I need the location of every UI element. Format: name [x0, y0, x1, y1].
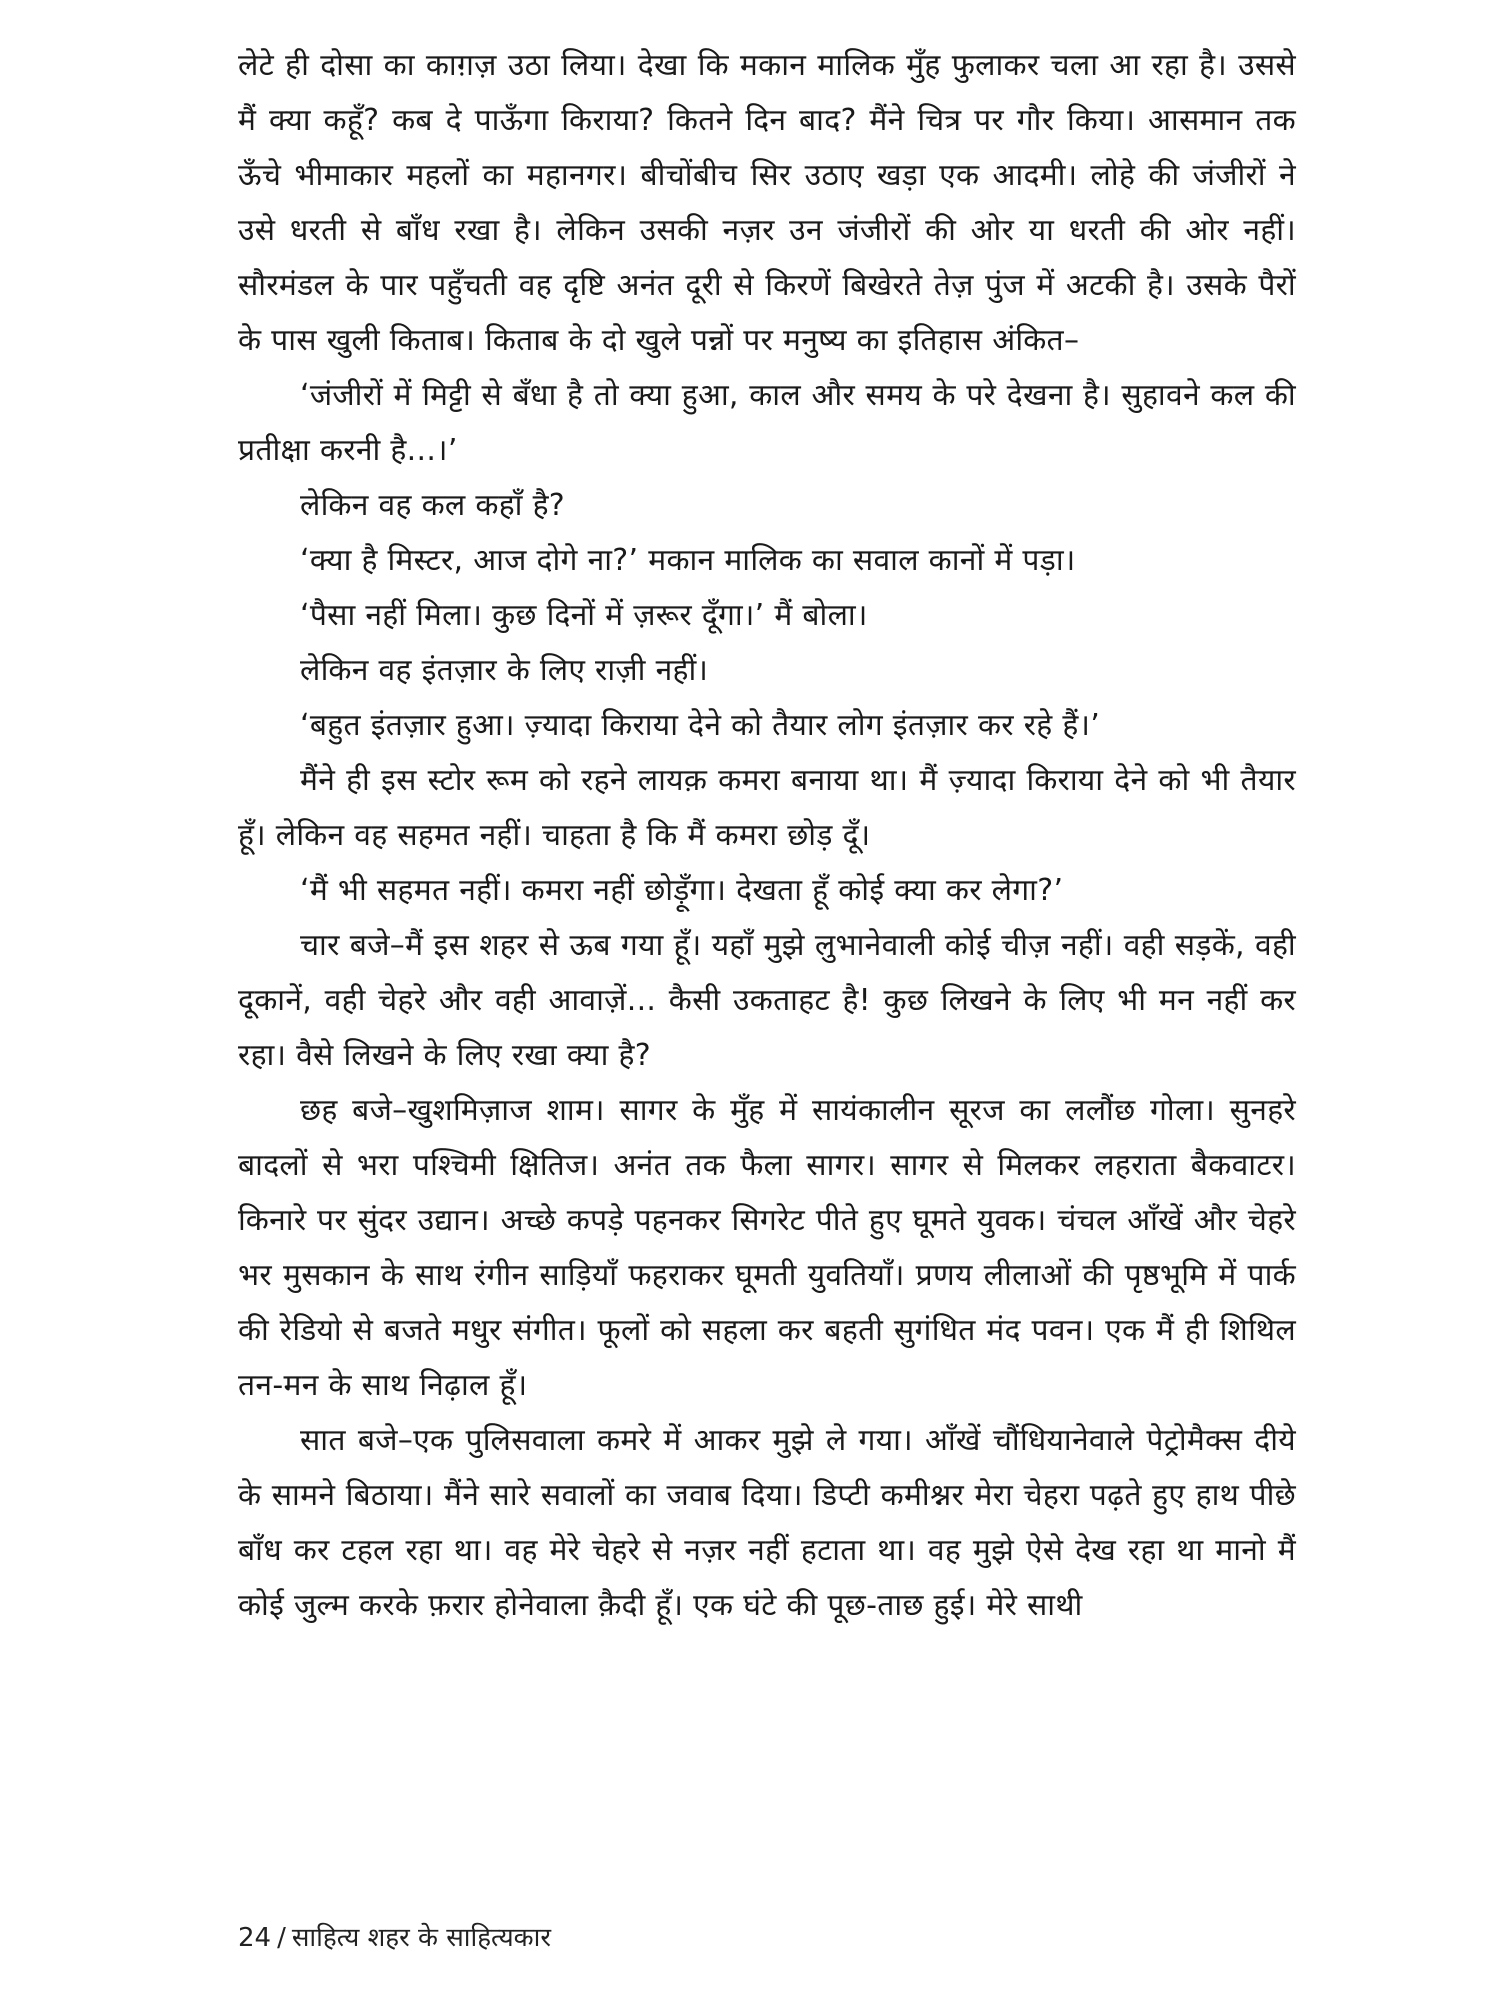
paragraph: ‘बहुत इंतज़ार हुआ। ज़्यादा किराया देने को तैयार लोग इंतज़ार कर रहे हैं।’	[300, 708, 1101, 743]
paragraph: सात बजे–एक पुलिसवाला कमरे में आकर मुझे ले गया। आँखें चौंधियानेवाले पेट्रोमैक्स दीये के सामने बिठाया। मैंने सारे सवालों का जवाब दिया। डिप्टी कमीश्नर मेरा चेहरा पढ़ते हुए हाथ पीछे बाँध कर टहल रहा था। वह मेरे चेहरे से नज़र नहीं हटाता था। वह मुझे ऐसे देख रहा था मानो मैं कोई जुल्म करके फ़रार होनेवाला क़ैदी हूँ। एक घंटे की पूछ-ताछ हुई। मेरे साथी	[238, 1423, 1296, 1623]
paragraph: ‘पैसा नहीं मिला। कुछ दिनों में ज़रूर दूँगा।’ मैं बोला।	[300, 598, 868, 633]
paragraph: चार बजे–मैं इस शहर से ऊब गया हूँ। यहाँ मुझे लुभानेवाली कोई चीज़ नहीं। वही सड़कें, वही दूकानें, वही चेहरे और वही आवाज़ें... कैसी उकताहट है! कुछ लिखने के लिए भी मन नहीं कर रहा। वैसे लिखने के लिए रखा क्या है?	[238, 928, 1296, 1073]
paragraph: मैंने ही इस स्टोर रूम को रहने लायक़ कमरा बनाया था। मैं ज़्यादा किराया देने को भी तैयार हूँ। लेकिन वह सहमत नहीं। चाहता है कि मैं कमरा छोड़ दूँ।	[238, 763, 1296, 853]
page-footer	[238, 1918, 551, 1958]
paragraph: छह बजे–खुशमिज़ाज शाम। सागर के मुँह में सायंकालीन सूरज का ललौंछ गोला। सुनहरे बादलों से भरा पश्चिमी क्षितिज। अनंत तक फैला सागर। सागर से मिलकर लहराता बैकवाटर। किनारे पर सुंदर उद्यान। अच्छे कपड़े पहनकर सिगरेट पीते हुए घूमते युवक। चंचल आँखें और चेहरे भर मुसकान के साथ रंगीन साड़ियाँ फहराकर घूमती युवतियाँ। प्रणय लीलाओं की पृष्ठभूमि में पार्क की रेडियो से बजते मधुर संगीत। फूलों को सहला कर बहती सुगंधित मंद पवन। एक मैं ही शिथिल तन-मन के साथ निढ़ाल हूँ।	[238, 1093, 1296, 1403]
footer-separator: /	[277, 1923, 286, 1953]
paragraph: लेकिन वह इंतज़ार के लिए राज़ी नहीं।	[300, 653, 709, 688]
page-number: 24	[238, 1923, 272, 1953]
paragraph: ‘मैं भी सहमत नहीं। कमरा नहीं छोड़ूँगा। देखता हूँ कोई क्या कर लेगा?’	[300, 873, 1064, 908]
paragraph: ‘क्या है मिस्टर, आज दोगे ना?’ मकान मालिक का सवाल कानों में पड़ा।	[300, 543, 1076, 578]
paragraph: लेटे ही दोसा का काग़ज़ उठा लिया। देखा कि मकान मालिक मुँह फुलाकर चला आ रहा है। उससे मैं क्या कहूँ? कब दे पाऊँगा किराया? कितने दिन बाद? मैंने चित्र पर गौर किया। आसमान तक ऊँचे भीमाकार महलों का महानगर। बीचोंबीच सिर उठाए खड़ा एक आदमी। लोहे की जंजीरों ने उसे धरती से बाँध रखा है। लेकिन उसकी नज़र उन जंजीरों की ओर या धरती की ओर नहीं। सौरमंडल के पार पहुँचती वह दृष्टि अनंत दूरी से किरणें बिखेरते तेज़ पुंज में अटकी है। उसके पैरों के पास खुली किताब। किताब के दो खुले पन्नों पर मनुष्य का इतिहास अंकित–	[238, 48, 1296, 358]
body-text	[238, 38, 1296, 1633]
paragraph: लेकिन वह कल कहाँ है?	[300, 488, 566, 523]
paragraph: ‘जंजीरों में मिट्टी से बँधा है तो क्या हुआ, काल और समय के परे देखना है। सुहावने कल की प्रतीक्षा करनी है...।’	[238, 378, 1296, 468]
book-title: साहित्य शहर के साहित्यकार	[291, 1923, 552, 1953]
